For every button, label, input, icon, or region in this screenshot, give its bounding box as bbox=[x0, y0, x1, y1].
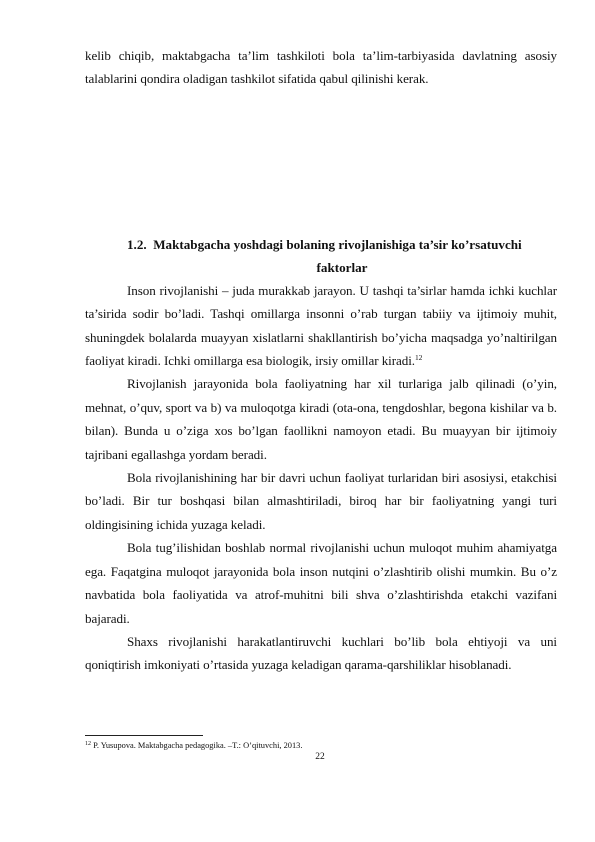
section-title-line1: Maktabgacha yoshdagi bolaning rivojlanishiga ta’sir ko’rsatuvchi bbox=[153, 236, 522, 252]
paragraph-5: Shaxs rivojlanishi harakatlantiruvchi kuchlari bo’lib bola ehtiyoji va uni qoniqtirish imkoniyati o’rtasida yuzaga keladigan qarama-qarshiliklar hisoblanadi. bbox=[85, 633, 557, 673]
footnote-marker: 12 bbox=[85, 741, 91, 747]
page-body bbox=[85, 44, 557, 677]
blank-space bbox=[85, 91, 557, 233]
paragraph-3: Bola rivojlanishining har bir davri uchun faoliyat turlaridan biri asosiysi, etakchisi bo’ladi. Bir tur boshqasi bilan almashtiriladi, biroq har bir faoliyatning yangi turi oldingisining ichida yuzaga keladi. bbox=[85, 470, 557, 532]
section-number: 1.2. bbox=[127, 236, 147, 252]
section-heading bbox=[85, 233, 557, 279]
paragraph-2: Rivojlanish jarayonida bola faoliyatning har xil turlariga jalb qilinadi (o’yin, mehnat, o’quv, sport va b) va muloqotga kiradi (ota-ona, tengdoshlar, begona kishilar va b. bilan). Bunda u o’ziga xos bo’lgan faollikni namoyon etadi. Bu muayyan bir ijtimoiy tajribani egallashga yordam beradi. bbox=[85, 376, 557, 462]
paragraph-4: Bola tug’ilishidan boshlab normal rivojlanishi uchun muloqot muhim ahamiyatga ega. Faqatgina muloqot jarayonida bola inson nutqini o’zlashtirib olishi mumkin. Bu o’z navbatida bola faoliyatida va atrof-muhitni bili shva o’zlashtirishda etakchi vazifani bajaradi. bbox=[85, 540, 557, 626]
footnote-text: P. Yusupova. Maktabgacha pedagogika. –T.: O’qituvchi, 2013. bbox=[93, 741, 303, 750]
paragraph-text: Inson rivojlanishi – juda murakkab jarayon. U tashqi ta’sirlar hamda ichki kuchlar ta’sirida sodir bo’ladi. Tashqi omillarga insonni o’rab turgan tabiiy va ijtimoiy muhit, shuningdek bolalarda muayyan xislatlarni shakllantirish bo’yicha maqsadga yo’naltirilgan faoliyat kiradi. Ichki omillarga esa biologik, irsiy omillar kiradi. bbox=[85, 282, 557, 369]
paragraph-1 bbox=[85, 279, 557, 373]
footnote bbox=[85, 740, 302, 751]
footnote-divider bbox=[85, 735, 203, 736]
page-number: 22 bbox=[315, 752, 325, 762]
footnote-reference[interactable]: 12 bbox=[414, 353, 423, 363]
section-title-line2: faktorlar bbox=[316, 259, 368, 275]
intro-paragraph: kelib chiqib, maktabgacha ta’lim tashkiloti bola ta’lim-tarbiyasida davlatning asosiy talablarini qondira oladigan tashkilot sifatida qabul qilinishi kerak. bbox=[85, 48, 557, 87]
